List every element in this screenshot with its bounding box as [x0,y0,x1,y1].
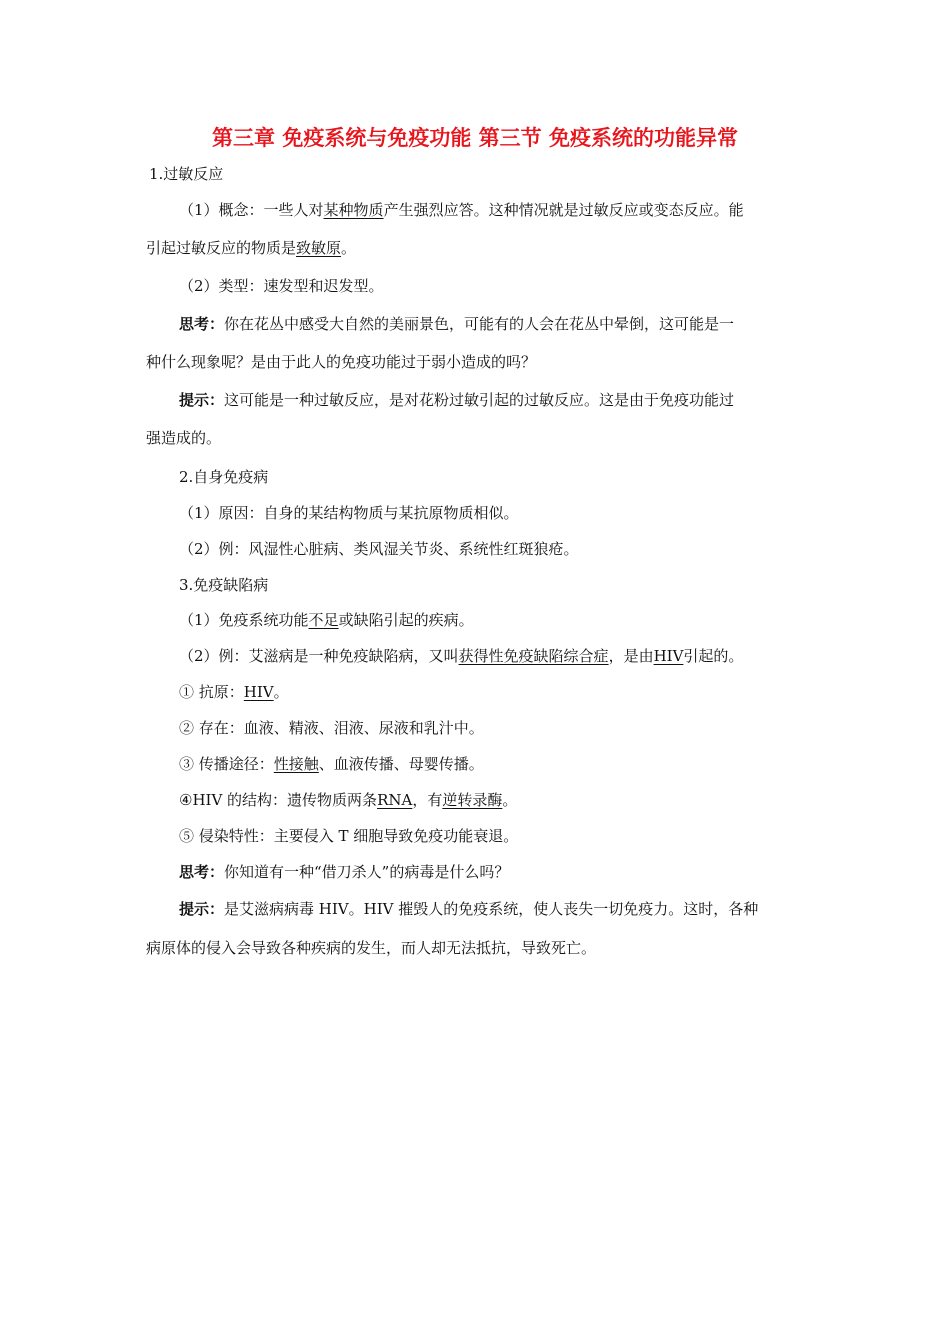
s1-concept-line-2: 引起过敏反应的物质是致敏原。 [146,239,357,257]
s2-example-line: （2）例：风湿性心脏病、类风湿关节炎、系统性红斑狼疮。 [179,540,579,558]
section-1-heading: 1.过敏反应 [149,165,224,183]
s1-concept-line-1: （1）概念：一些人对某种物质产生强烈应答。这种情况就是过敏反应或变态反应。能 [179,201,744,219]
underlined-term: 不足 [308,611,339,629]
underlined-term: 获得性免疫缺陷综合症 [458,647,609,665]
s1-hint-line-1: 提示：这可能是一种过敏反应，是对花粉过敏引起的过敏反应。这是由于免疫功能过 [179,391,735,409]
s3-hint-line-1: 提示：是艾滋病病毒 HIV。HIV 摧毁人的免疫系统，使人丧失一切免疫力。这时，各种 [179,900,759,918]
section-3-heading: 3.免疫缺陷病 [179,576,269,594]
s3-item-structure: ④HIV 的结构：遗传物质两条RNA，有逆转录酶。 [179,791,518,809]
s3-example-line: （2）例：艾滋病是一种免疫缺陷病，又叫获得性免疫缺陷综合症，是由HIV引起的。 [179,647,744,665]
s1-think-line-1: 思考：你在花丛中感受大自然的美丽景色，可能有的人会在花丛中晕倒，这可能是一 [179,315,735,333]
s3-think-line: 思考：你知道有一种“借刀杀人”的病毒是什么吗？ [179,863,510,881]
s2-cause-line: （1）原因：自身的某结构物质与某抗原物质相似。 [179,504,519,522]
underlined-term: 逆转录酶 [442,791,503,809]
s3-definition-line: （1）免疫系统功能不足或缺陷引起的疾病。 [179,611,474,629]
underlined-term: 致敏原 [296,239,342,257]
underlined-term: HIV [653,647,684,665]
s1-think-line-2: 种什么现象呢？是由于此人的免疫功能过于弱小造成的吗？ [146,353,537,371]
s3-item-presence: ② 存在：血液、精液、泪液、尿液和乳汁中。 [179,719,484,737]
s1-type-line: （2）类型：速发型和迟发型。 [179,277,384,295]
underlined-term: HIV [243,683,274,701]
hint-label: 提示： [179,391,225,409]
underlined-term: 某种物质 [323,201,384,219]
think-label: 思考： [179,863,225,881]
s3-item-antigen: ① 抗原：HIV。 [179,683,289,701]
underlined-term: RNA [377,791,413,809]
s3-item-infection: ⑤ 侵染特性：主要侵入 T 细胞导致免疫功能衰退。 [179,827,519,845]
underlined-term: 性接触 [273,755,319,773]
s3-hint-line-2: 病原体的侵入会导致各种疾病的发生，而人却无法抵抗，导致死亡。 [146,939,597,957]
s3-item-transmission: ③ 传播途径：性接触、血液传播、母婴传播。 [179,755,484,773]
think-label: 思考： [179,315,225,333]
s1-hint-line-2: 强造成的。 [146,429,222,447]
hint-label: 提示： [179,900,225,918]
section-2-heading: 2.自身免疫病 [179,468,269,486]
page-title: 第三章 免疫系统与免疫功能 第三节 免疫系统的功能异常 [212,126,738,150]
